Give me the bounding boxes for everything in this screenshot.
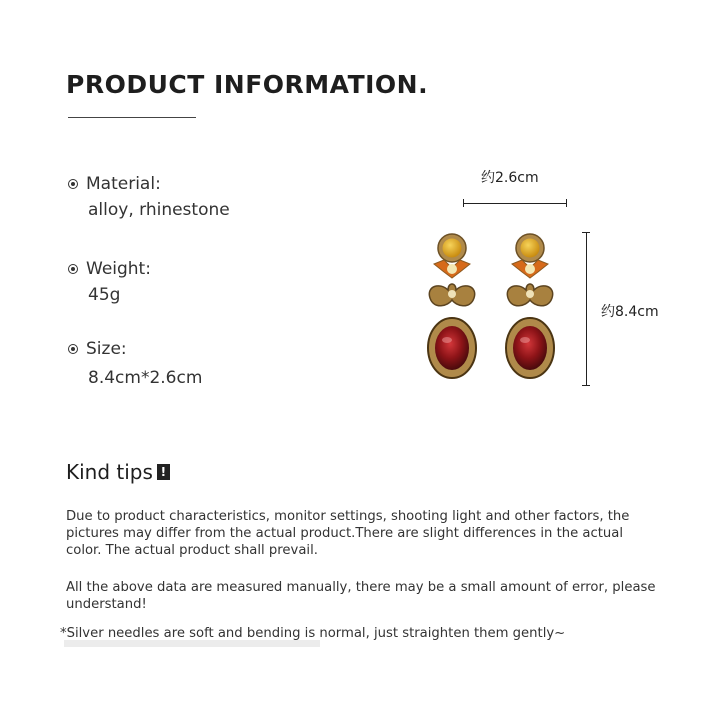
- spec-value: 8.4cm*2.6cm: [88, 368, 203, 388]
- tips-paragraph-1: Due to product characteristics, monitor settings, shooting light and other factors, the pictures may differ from the actual product.There are slight differences in the actual color. The actual product shall prevail.: [66, 509, 630, 558]
- spec-label: Size:: [86, 339, 127, 359]
- height-dimension-line: [586, 232, 587, 386]
- spec-label: Weight:: [86, 259, 151, 279]
- tips-paragraph-2: All the above data are measured manually, there may be a small amount of error, please understand!: [66, 580, 656, 612]
- kind-tips-title: Kind tips: [66, 460, 153, 484]
- spec-size: [68, 339, 202, 388]
- width-dimension-label: 约2.6cm: [481, 170, 539, 186]
- bullet-icon: [68, 179, 78, 189]
- width-dimension-line: [463, 203, 567, 204]
- exclamation-icon: !: [157, 464, 170, 480]
- spec-material: [68, 174, 230, 220]
- spec-label: Material:: [86, 174, 161, 194]
- tips-note: *Silver needles are soft and bending is normal, just straighten them gently~: [60, 626, 566, 641]
- bullet-icon: [68, 344, 78, 354]
- spec-value: 45g: [88, 285, 121, 305]
- spec-weight: [68, 259, 151, 305]
- height-tick-bottom: [582, 385, 590, 386]
- spec-value: alloy, rhinestone: [88, 200, 230, 220]
- bullet-icon: [68, 264, 78, 274]
- page-title: PRODUCT INFORMATION.: [66, 70, 429, 99]
- kind-tips-heading: [66, 460, 170, 484]
- earrings-image: [420, 228, 560, 388]
- height-dimension-label: 约8.4cm: [601, 304, 659, 320]
- note-highlight: [64, 640, 320, 647]
- height-tick-top: [582, 232, 590, 233]
- earring-right: [506, 234, 554, 378]
- width-tick-right: [566, 199, 567, 207]
- width-tick-left: [463, 199, 464, 207]
- earring-left: [428, 234, 476, 378]
- title-underline: [68, 117, 196, 118]
